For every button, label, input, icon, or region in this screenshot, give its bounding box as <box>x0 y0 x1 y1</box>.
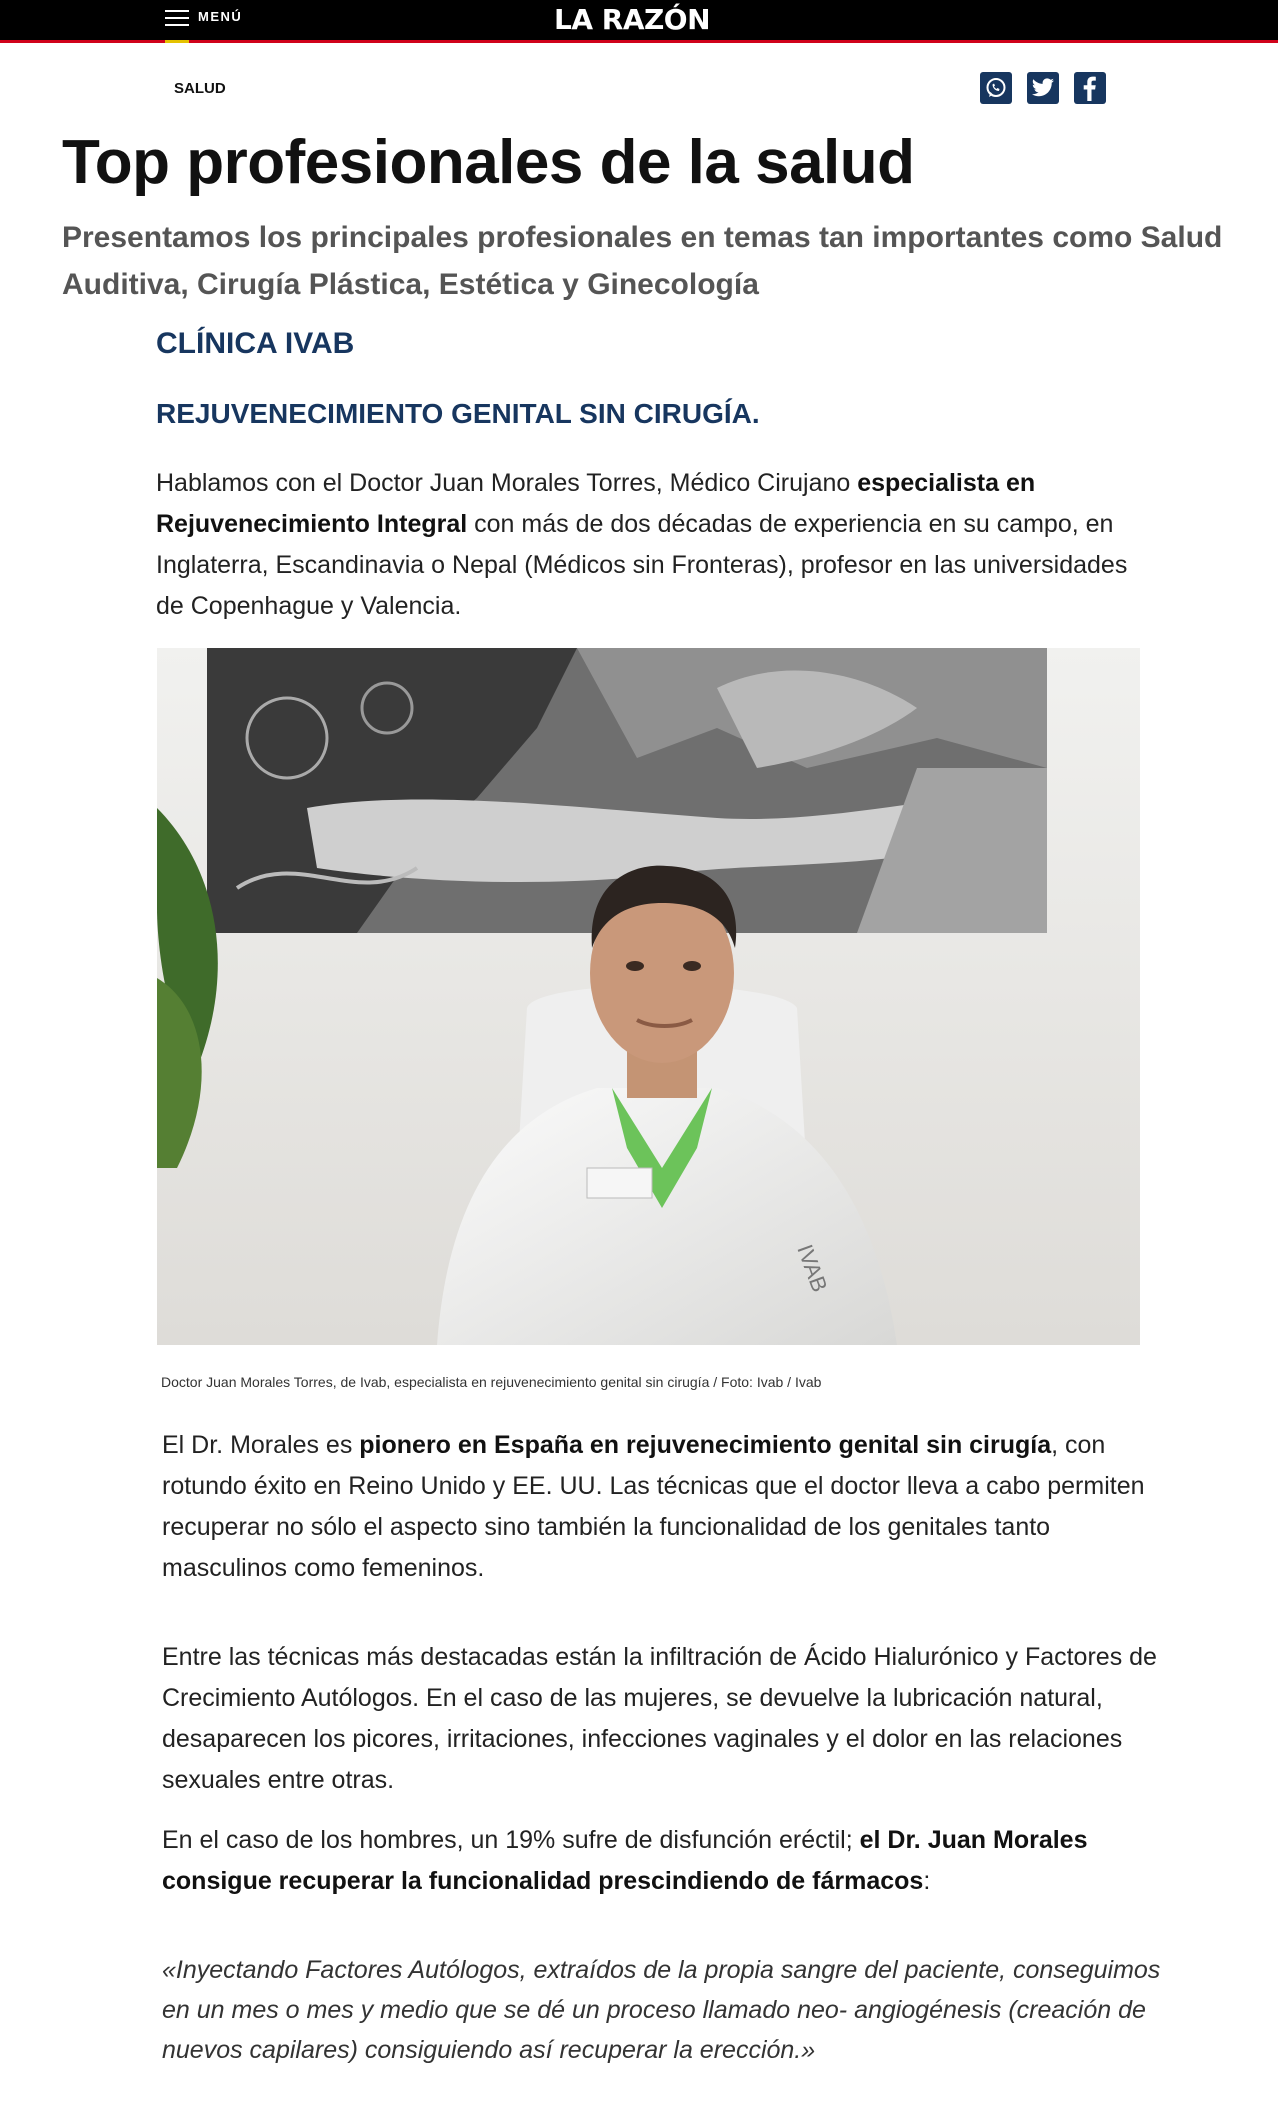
whatsapp-icon <box>984 76 1008 100</box>
intro-paragraph: Hablamos con el Doctor Juan Morales Torres, Médico Cirujano especialista en Rejuvenecimiento Integral con más de dos décadas de experiencia en su campo, en Inglaterra, Escandinavia o Nepal (Médicos sin Fronteras), profesor en las universidades de Copenhague y Valencia. <box>156 469 1128 620</box>
share-whatsapp-button[interactable] <box>980 72 1012 104</box>
article-subtitle: Presentamos los principales profesionales en temas tan importantes como Salud Auditiva, Cirugía Plástica, Estética y Ginecología <box>62 221 1223 301</box>
photo-caption: Doctor Juan Morales Torres, de Ivab, especialista en rejuvenecimiento genital sin cirugía / Foto: Ivab / Ivab <box>161 1374 822 1390</box>
paragraph-men: En el caso de los hombres, un 19% sufre de disfunción eréctil; el Dr. Juan Morales consigue recuperar la funcionalidad prescindiendo de fármacos: <box>162 1826 1088 1895</box>
section-heading: REJUVENECIMIENTO GENITAL SIN CIRUGÍA. <box>156 398 760 429</box>
ivab-coat-logo: IVAB <box>792 1241 833 1296</box>
top-navigation-bar <box>0 0 1278 43</box>
doctor-photo <box>157 648 1140 1345</box>
menu-button[interactable] <box>165 8 242 38</box>
twitter-icon <box>1031 77 1055 99</box>
share-twitter-button[interactable] <box>1027 72 1059 104</box>
site-logo[interactable]: LA RAZÓN <box>554 3 711 36</box>
men-highlight: el Dr. Juan Morales consigue recuperar la funcionalidad prescindiendo de fármacos <box>162 1826 1088 1895</box>
share-facebook-button[interactable] <box>1074 72 1106 104</box>
hamburger-icon <box>165 10 189 28</box>
doctor-quote: «Inyectando Factores Autólogos, extraídos de la propia sangre del paciente, conseguimos en un mes o mes y medio que se dé un proceso llamado neo- angiogénesis (creación de nuevos capilares) consiguiendo así recuperar la erección.» <box>162 1956 1161 2064</box>
section-label[interactable]: SALUD <box>174 80 226 97</box>
paragraph-pioneer: El Dr. Morales es pionero en España en rejuvenecimiento genital sin cirugía, con rotundo éxito en Reino Unido y EE. UU. Las técnicas que el doctor lleva a cabo permiten recuperar no sólo el aspecto sino también la funcionalidad de los genitales tanto masculinos como femeninos. <box>162 1431 1145 1582</box>
menu-label: MENÚ <box>198 9 243 24</box>
facebook-icon <box>1079 75 1101 101</box>
paragraph-techniques: Entre las técnicas más destacadas están la infiltración de Ácido Hialurónico y Factores de Crecimiento Autólogos. En el caso de las mujeres, se devuelve la lubricación natural, desaparecen los picores, irritaciones, infecciones vaginales y el dolor en las relaciones sexuales entre otras. <box>162 1643 1157 1794</box>
pioneer-highlight: pionero en España en rejuvenecimiento genital sin cirugía <box>359 1431 1052 1459</box>
intro-highlight: especialista en Rejuvenecimiento Integral <box>156 469 1036 538</box>
clinic-heading: CLÍNICA IVAB <box>156 327 355 360</box>
article-title: Top profesionales de la salud <box>62 128 915 197</box>
